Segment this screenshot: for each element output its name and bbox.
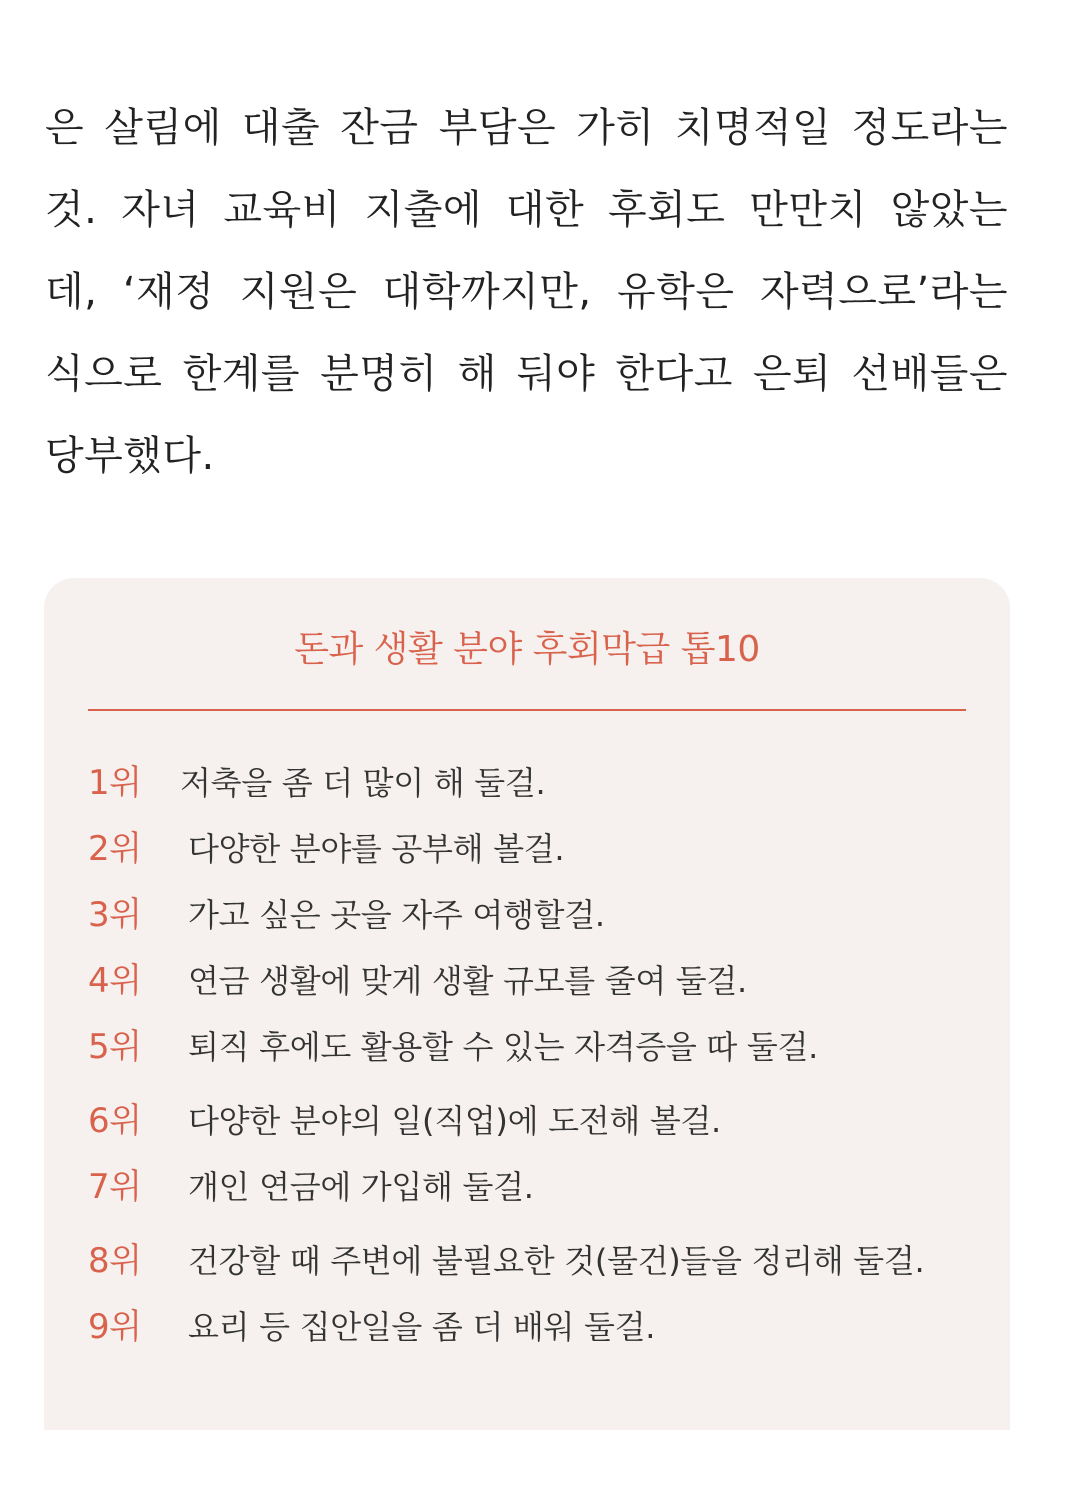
ranking-rank: 7위 bbox=[88, 1167, 142, 1207]
ranking-text: 퇴직 후에도 활용할 수 있는 자격증을 따 둘걸. bbox=[188, 1028, 818, 1066]
ranking-rank: 8위 bbox=[88, 1241, 142, 1281]
ranking-box bbox=[44, 578, 1010, 1430]
ranking-item bbox=[88, 1228, 966, 1294]
ranking-text: 요리 등 집안일을 좀 더 배워 둘걸. bbox=[188, 1308, 656, 1346]
ranking-list bbox=[88, 750, 966, 1360]
article-paragraph-line: 당부했다. bbox=[45, 433, 215, 479]
ranking-item bbox=[88, 948, 966, 1014]
ranking-item bbox=[88, 1088, 966, 1154]
ranking-text: 저축을 좀 더 많이 해 둘걸. bbox=[180, 764, 546, 802]
ranking-rank: 6위 bbox=[88, 1101, 142, 1141]
ranking-title: 돈과 생활 분야 후회막급 톱10 bbox=[294, 629, 760, 670]
ranking-text: 다양한 분야를 공부해 볼걸. bbox=[188, 830, 565, 868]
article-paragraph-line: 식으로 한계를 분명히 해 둬야 한다고 은퇴 선배들은 bbox=[45, 351, 1008, 397]
article-paragraph-line: 은 살림에 대출 잔금 부담은 가히 치명적일 정도라는 bbox=[45, 105, 1008, 151]
ranking-rank: 1위 bbox=[88, 763, 142, 803]
ranking-text: 다양한 분야의 일(직업)에 도전해 볼걸. bbox=[188, 1102, 721, 1140]
ranking-text: 개인 연금에 가입해 둘걸. bbox=[188, 1168, 534, 1206]
ranking-item bbox=[88, 1014, 966, 1080]
ranking-item bbox=[88, 750, 966, 816]
ranking-divider bbox=[88, 709, 966, 711]
ranking-item bbox=[88, 1294, 966, 1360]
ranking-rank: 3위 bbox=[88, 895, 142, 935]
ranking-rank: 9위 bbox=[88, 1307, 142, 1347]
ranking-rank: 2위 bbox=[88, 829, 142, 869]
ranking-rank: 5위 bbox=[88, 1027, 142, 1067]
ranking-rank: 4위 bbox=[88, 961, 142, 1001]
ranking-text: 건강할 때 주변에 불필요한 것(물건)들을 정리해 둘걸. bbox=[188, 1242, 925, 1280]
article-body bbox=[45, 87, 1008, 497]
ranking-item bbox=[88, 882, 966, 948]
ranking-item bbox=[88, 1154, 966, 1220]
ranking-item bbox=[88, 816, 966, 882]
ranking-text: 가고 싶은 곳을 자주 여행할걸. bbox=[188, 896, 605, 934]
ranking-text: 연금 생활에 맞게 생활 규모를 줄여 둘걸. bbox=[188, 962, 747, 1000]
article-paragraph-line: 데, ‘재정 지원은 대학까지만, 유학은 자력으로’라는 bbox=[45, 269, 1008, 315]
article-paragraph-line: 것. 자녀 교육비 지출에 대한 후회도 만만치 않았는 bbox=[45, 187, 1008, 233]
